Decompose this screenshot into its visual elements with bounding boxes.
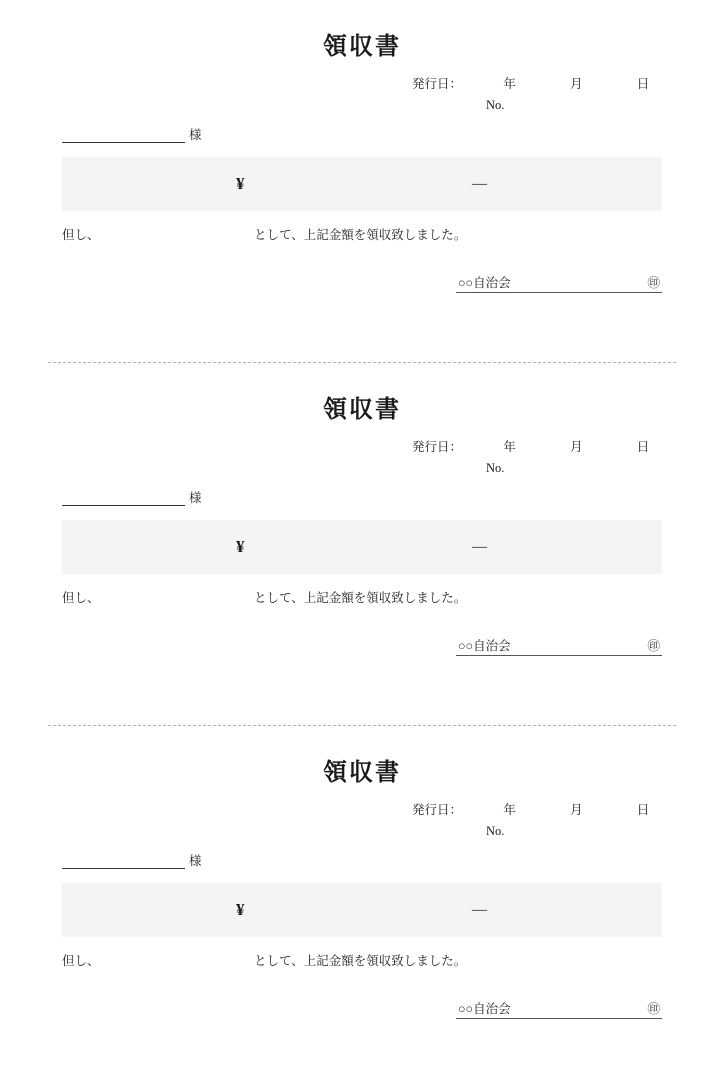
month-unit: 月 <box>570 77 583 91</box>
page-title: 領収書 <box>323 397 401 423</box>
issuer-name: ○○自治会 <box>458 639 511 653</box>
issuer-line <box>456 999 662 1019</box>
addressee-suffix: 様 <box>189 491 202 505</box>
addressee-field[interactable] <box>62 125 662 143</box>
note-row <box>62 225 662 243</box>
addressee-write-line[interactable] <box>62 851 185 869</box>
issuer-row <box>62 636 662 656</box>
issuer-name: ○○自治会 <box>458 276 511 290</box>
issuer-line <box>456 636 662 656</box>
issuer-line <box>456 273 662 293</box>
receipt-meta <box>62 437 662 478</box>
yen-symbol: ¥ <box>236 174 245 193</box>
day-unit: 日 <box>636 803 650 817</box>
note-row <box>62 588 662 606</box>
receipt-meta <box>62 800 662 841</box>
year-unit: 年 <box>503 77 516 91</box>
note-row <box>62 951 662 969</box>
receipt-number-label: No. <box>486 824 505 838</box>
amount-dash: — <box>472 901 487 918</box>
note-body: として、上記金額を領収致しました。 <box>254 228 467 242</box>
spacer <box>62 340 662 362</box>
year-unit: 年 <box>503 440 516 454</box>
issuer-row <box>62 999 662 1019</box>
amount-field[interactable] <box>62 157 662 211</box>
addressee-write-line[interactable] <box>62 488 185 506</box>
receipt-block <box>62 363 662 703</box>
yen-symbol: ¥ <box>236 537 245 556</box>
note-body: として、上記金額を領収致しました。 <box>254 954 467 968</box>
addressee-suffix: 様 <box>189 854 202 868</box>
amount-dash: — <box>472 538 487 555</box>
seal-icon: ㊞ <box>647 276 660 290</box>
page-title: 領収書 <box>323 760 401 786</box>
day-unit: 日 <box>636 440 650 454</box>
receipt-meta <box>62 74 662 115</box>
addressee-field[interactable] <box>62 851 662 869</box>
note-prefix: 但し、 <box>62 228 100 242</box>
issue-date-label: 発行日： <box>412 803 463 817</box>
receipt-number-label: No. <box>486 98 505 112</box>
issuer-name: ○○自治会 <box>458 1002 511 1016</box>
amount-field[interactable] <box>62 520 662 574</box>
day-unit: 日 <box>636 77 650 91</box>
yen-symbol: ¥ <box>236 900 245 919</box>
addressee-suffix: 様 <box>189 128 202 142</box>
issue-date-label: 発行日： <box>412 77 463 91</box>
amount-field[interactable] <box>62 883 662 937</box>
receipt-block <box>62 0 662 340</box>
addressee-field[interactable] <box>62 488 662 506</box>
year-unit: 年 <box>503 803 516 817</box>
note-body: として、上記金額を領収致しました。 <box>254 591 467 605</box>
note-prefix: 但し、 <box>62 591 100 605</box>
receipt-block <box>62 726 662 1066</box>
month-unit: 月 <box>570 803 583 817</box>
note-prefix: 但し、 <box>62 954 100 968</box>
amount-dash: — <box>472 175 487 192</box>
seal-icon: ㊞ <box>647 1002 660 1016</box>
issue-date-label: 発行日： <box>412 440 463 454</box>
page-title: 領収書 <box>323 34 401 60</box>
receipt-number-label: No. <box>486 461 505 475</box>
spacer <box>62 703 662 725</box>
seal-icon: ㊞ <box>647 639 660 653</box>
issuer-row <box>62 273 662 293</box>
addressee-write-line[interactable] <box>62 125 185 143</box>
month-unit: 月 <box>570 440 583 454</box>
